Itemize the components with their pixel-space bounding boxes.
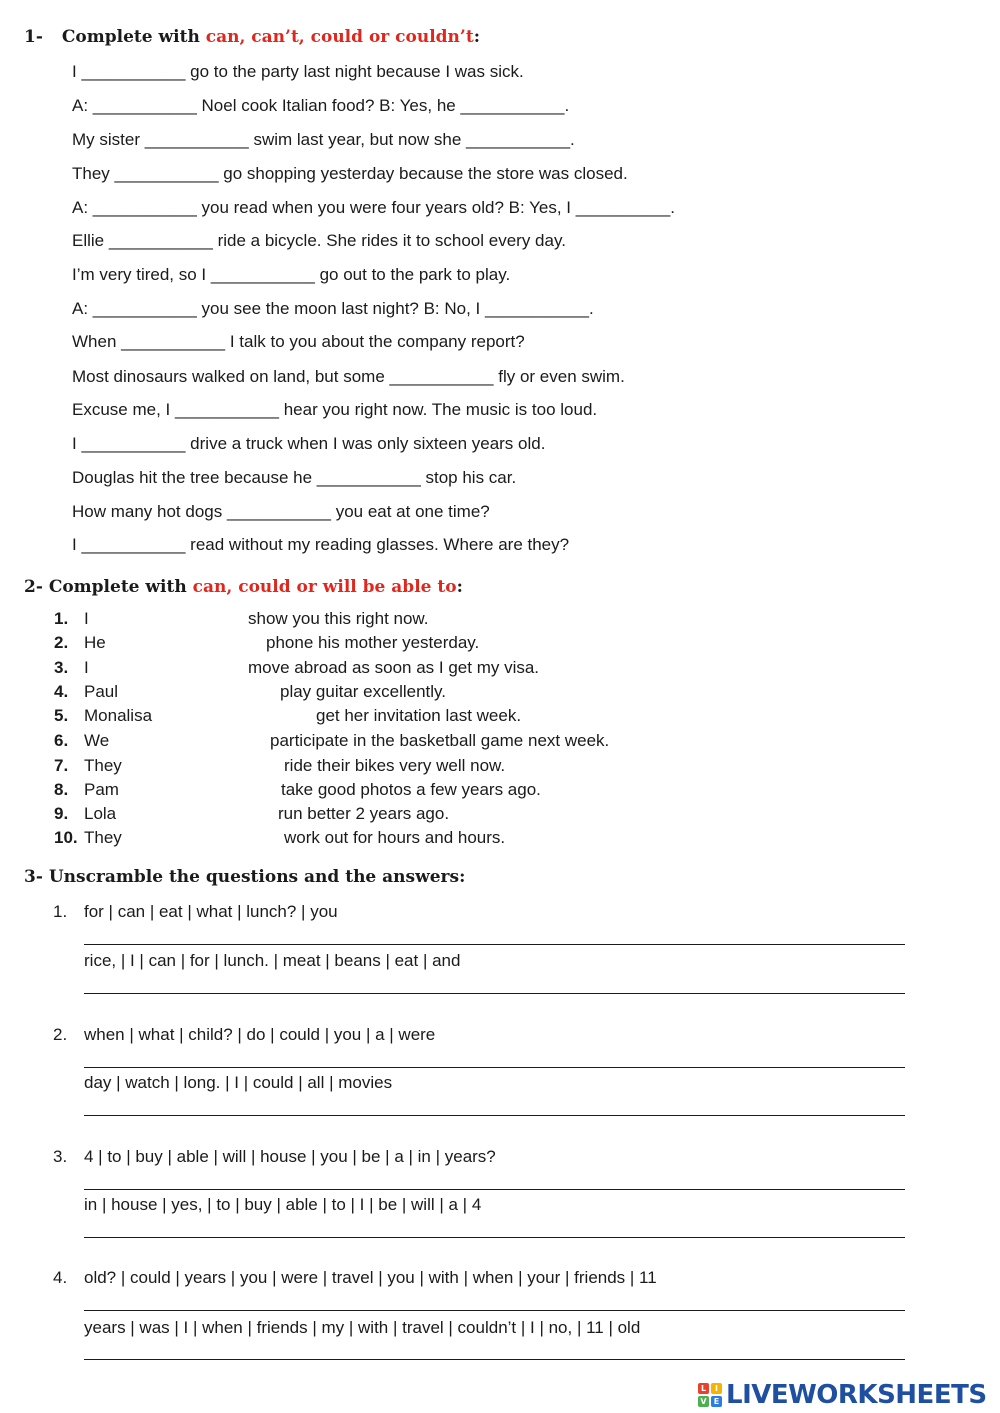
logo-mark-icon [698, 1383, 722, 1407]
item-remainder: participate in the basketball game next week. [270, 731, 610, 750]
section-2-heading-number: 2- [24, 577, 43, 597]
answer-line[interactable] [84, 1189, 905, 1190]
item-sentence[interactable]: A: ___________ you read when you were four years old? B: Yes, I __________. [72, 198, 676, 217]
answer-line[interactable] [84, 944, 905, 945]
item-subject: Monalisa [84, 706, 153, 725]
item-number: 10. [54, 828, 78, 847]
item-sentence[interactable]: I ___________ read without my reading glasses. Where are they? [72, 535, 570, 554]
section-3-heading-text: Unscramble the questions and the answers: [48, 867, 466, 887]
item-sentence[interactable]: I’m very tired, so I ___________ go out to the park to play. [72, 265, 511, 284]
item-remainder: get her invitation last week. [316, 706, 522, 725]
item-subject: I [84, 658, 89, 677]
item-sentence[interactable]: A: ___________ you see the moon last night? B: No, I ___________. [72, 299, 594, 318]
item-remainder: show you this right now. [248, 609, 429, 628]
answer-line[interactable] [84, 993, 905, 994]
item-subject: They [84, 756, 122, 775]
item-number: 2. [54, 633, 69, 652]
section-2-heading-lead: Complete with [48, 577, 187, 597]
item-remainder: move abroad as soon as I get my visa. [248, 658, 540, 677]
scrambled-question: when | what | child? | do | could | you | a | were [84, 1025, 436, 1044]
scrambled-question: 4 | to | buy | able | will | house | you | be | a | in | years? [84, 1147, 496, 1166]
section-2-heading [24, 577, 463, 597]
section-3-heading [24, 867, 465, 887]
item-sentence[interactable]: Most dinosaurs walked on land, but some ___________ fly or even swim. [72, 367, 625, 386]
item-remainder: ride their bikes very well now. [284, 756, 506, 775]
item-number: 1. [54, 609, 69, 628]
scrambled-answer: in | house | yes, | to | buy | able | to | I | be | will | a | 4 [84, 1195, 482, 1214]
logo-mark-letter: V [698, 1396, 709, 1407]
item-sentence[interactable]: How many hot dogs ___________ you eat at one time? [72, 502, 490, 521]
section-2-heading-suffix: : [456, 577, 463, 597]
item-number: 4. [53, 1268, 68, 1287]
scrambled-question: old? | could | years | you | were | travel | you | with | when | your | friends | 11 [84, 1268, 657, 1287]
item-subject: Pam [84, 780, 119, 799]
answer-line[interactable] [84, 1115, 905, 1116]
item-number: 4. [54, 682, 69, 701]
item-number: 8. [54, 780, 69, 799]
answer-line[interactable] [84, 1359, 905, 1360]
item-remainder: take good photos a few years ago. [281, 780, 541, 799]
item-subject: Paul [84, 682, 119, 701]
logo-mark-letter: L [698, 1383, 709, 1394]
item-sentence[interactable]: My sister ___________ swim last year, but now she ___________. [72, 130, 575, 149]
item-subject: Lola [84, 804, 117, 823]
scrambled-question: for | can | eat | what | lunch? | you [84, 902, 338, 921]
answer-line[interactable] [84, 1067, 905, 1068]
item-sentence[interactable]: Douglas hit the tree because he ___________ stop his car. [72, 468, 517, 487]
item-sentence[interactable]: Excuse me, I ___________ hear you right now. The music is too loud. [72, 400, 598, 419]
item-remainder: play guitar excellently. [280, 682, 446, 701]
answer-line[interactable] [84, 1237, 905, 1238]
item-number: 7. [54, 756, 69, 775]
section-1-heading-suffix: : [473, 27, 480, 47]
item-number: 9. [54, 804, 69, 823]
answer-line[interactable] [84, 1310, 905, 1311]
item-number: 5. [54, 706, 69, 725]
item-sentence[interactable]: They ___________ go shopping yesterday because the store was closed. [72, 164, 628, 183]
item-sentence[interactable]: When ___________ I talk to you about the company report? [72, 332, 525, 351]
scrambled-answer: day | watch | long. | I | could | all | movies [84, 1073, 393, 1092]
section-2-heading-highlight: can, could or will be able to [192, 577, 457, 597]
item-sentence[interactable]: I ___________ drive a truck when I was only sixteen years old. [72, 434, 546, 453]
item-subject: He [84, 633, 106, 652]
section-3-heading-number: 3- [24, 867, 43, 887]
item-remainder: work out for hours and hours. [284, 828, 506, 847]
section-1-heading-number: 1- [24, 27, 43, 47]
logo-mark-letter: I [711, 1383, 722, 1394]
logo-text: LIVEWORKSHEETS [726, 1380, 987, 1410]
item-number: 3. [54, 658, 69, 677]
item-sentence[interactable]: A: ___________ Noel cook Italian food? B: Yes, he ___________. [72, 96, 570, 115]
item-remainder: run better 2 years ago. [278, 804, 450, 823]
scrambled-answer: years | was | I | when | friends | my | with | travel | couldn’t | I | no, | 11 | old [84, 1318, 641, 1337]
liveworksheets-logo [698, 1379, 987, 1411]
item-subject: We [84, 731, 110, 750]
item-number: 3. [53, 1147, 68, 1166]
scrambled-answer: rice, | I | can | for | lunch. | meat | beans | eat | and [84, 951, 461, 970]
item-subject: I [84, 609, 89, 628]
section-1-heading-highlight: can, can’t, could or couldn’t [205, 27, 474, 47]
item-sentence[interactable]: Ellie ___________ ride a bicycle. She rides it to school every day. [72, 231, 566, 250]
item-subject: They [84, 828, 122, 847]
item-number: 6. [54, 731, 69, 750]
item-number: 1. [53, 902, 68, 921]
item-number: 2. [53, 1025, 68, 1044]
item-sentence[interactable]: I ___________ go to the party last night because I was sick. [72, 62, 524, 81]
section-1-heading-lead: Complete with [61, 27, 200, 47]
section-1-heading [24, 27, 480, 47]
item-remainder: phone his mother yesterday. [266, 633, 480, 652]
logo-mark-letter: E [711, 1396, 722, 1407]
